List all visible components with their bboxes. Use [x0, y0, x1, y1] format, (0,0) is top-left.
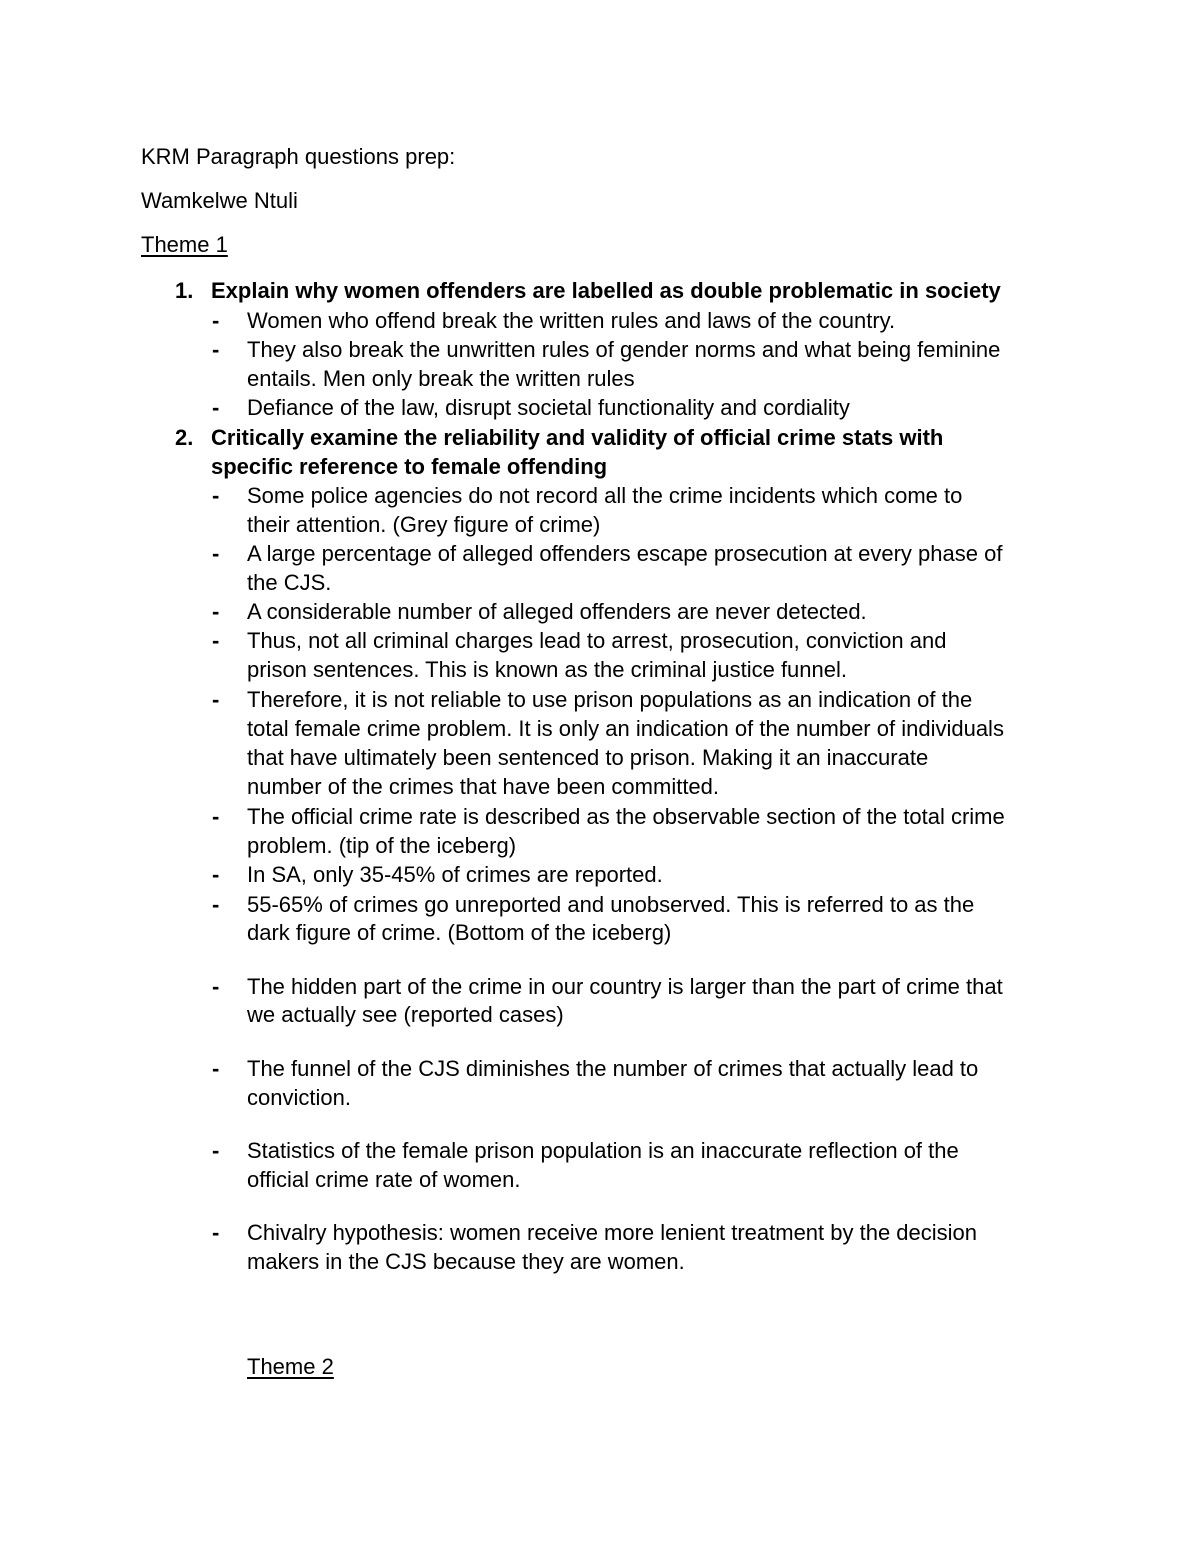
theme-2-heading: Theme 2 — [247, 1354, 334, 1379]
q1-bullet-3-line-1: Defiance of the law, disrupt societal functionality and cordiality — [247, 395, 850, 420]
bullet-dash: - — [212, 862, 220, 887]
q2-bullet-1-line-1: Some police agencies do not record all the crime incidents which come to — [247, 483, 963, 508]
question-1-text: Explain why women offenders are labelled as double problematic in society — [211, 278, 1001, 303]
q2-bullet-2-line-1: A large percentage of alleged offenders escape prosecution at every phase of — [247, 541, 1003, 566]
bullet-dash: - — [212, 308, 220, 333]
q2-bullet-5-line-1: Therefore, it is not reliable to use prison populations as an indication of the — [247, 687, 973, 712]
q2-bullet-12-line-2: makers in the CJS because they are women. — [247, 1249, 685, 1274]
q2-bullet-3-line-1: A considerable number of alleged offenders are never detected. — [247, 599, 867, 624]
author-name: Wamkelwe Ntuli — [141, 188, 298, 213]
q2-bullet-11-line-2: official crime rate of women. — [247, 1167, 521, 1192]
bullet-dash: - — [212, 687, 220, 712]
bullet-dash: - — [212, 1220, 220, 1245]
bullet-dash: - — [212, 892, 220, 917]
q2-bullet-9-line-2: we actually see (reported cases) — [247, 1002, 564, 1027]
q2-bullet-6-line-2: problem. (tip of the iceberg) — [247, 833, 517, 858]
question-1-number: 1. — [175, 278, 194, 303]
q2-bullet-7-line-1: In SA, only 35-45% of crimes are reported. — [247, 862, 663, 887]
bullet-dash: - — [212, 804, 220, 829]
q2-bullet-6-line-1: The official crime rate is described as the observable section of the total crime — [247, 804, 1005, 829]
bullet-dash: - — [212, 599, 220, 624]
q2-bullet-2-line-2: the CJS. — [247, 570, 332, 595]
q2-bullet-4-line-1: Thus, not all criminal charges lead to arrest, prosecution, conviction and — [247, 628, 947, 653]
bullet-dash: - — [212, 541, 220, 566]
q2-bullet-1-line-2: their attention. (Grey figure of crime) — [247, 512, 601, 537]
bullet-dash: - — [212, 1056, 220, 1081]
q2-bullet-5-line-3: that have ultimately been sentenced to prison. Making it an inaccurate — [247, 745, 929, 770]
q1-bullet-2-line-1: They also break the unwritten rules of gender norms and what being feminine — [247, 337, 1001, 362]
q2-bullet-8-line-1: 55-65% of crimes go unreported and unobserved. This is referred to as the — [247, 892, 975, 917]
q2-bullet-5-line-4: number of the crimes that have been committed. — [247, 774, 720, 799]
q2-bullet-4-line-2: prison sentences. This is known as the criminal justice funnel. — [247, 657, 847, 682]
bullet-dash: - — [212, 974, 220, 999]
q2-bullet-10-line-1: The funnel of the CJS diminishes the number of crimes that actually lead to — [247, 1056, 979, 1081]
bullet-dash: - — [212, 395, 220, 420]
q2-bullet-9-line-1: The hidden part of the crime in our country is larger than the part of crime that — [247, 974, 1003, 999]
bullet-dash: - — [212, 337, 220, 362]
bullet-dash: - — [212, 1138, 220, 1163]
document-title: KRM Paragraph questions prep: — [141, 144, 456, 169]
q1-bullet-2-line-2: entails. Men only break the written rules — [247, 366, 635, 391]
q2-bullet-8-line-2: dark figure of crime. (Bottom of the iceberg) — [247, 920, 672, 945]
q1-bullet-1-line-1: Women who offend break the written rules and laws of the country. — [247, 308, 896, 333]
bullet-dash: - — [212, 483, 220, 508]
q2-bullet-11-line-1: Statistics of the female prison population is an inaccurate reflection of the — [247, 1138, 959, 1163]
q2-bullet-5-line-2: total female crime problem. It is only an indication of the number of individuals — [247, 716, 1004, 741]
bullet-dash: - — [212, 628, 220, 653]
question-2-text-line-1: Critically examine the reliability and validity of official crime stats with — [211, 425, 944, 450]
q2-bullet-12-line-1: Chivalry hypothesis: women receive more lenient treatment by the decision — [247, 1220, 978, 1245]
theme-1-heading: Theme 1 — [141, 232, 228, 257]
question-2-text-line-2: specific reference to female offending — [211, 454, 608, 479]
q2-bullet-10-line-2: conviction. — [247, 1085, 351, 1110]
question-2-number: 2. — [175, 425, 194, 450]
